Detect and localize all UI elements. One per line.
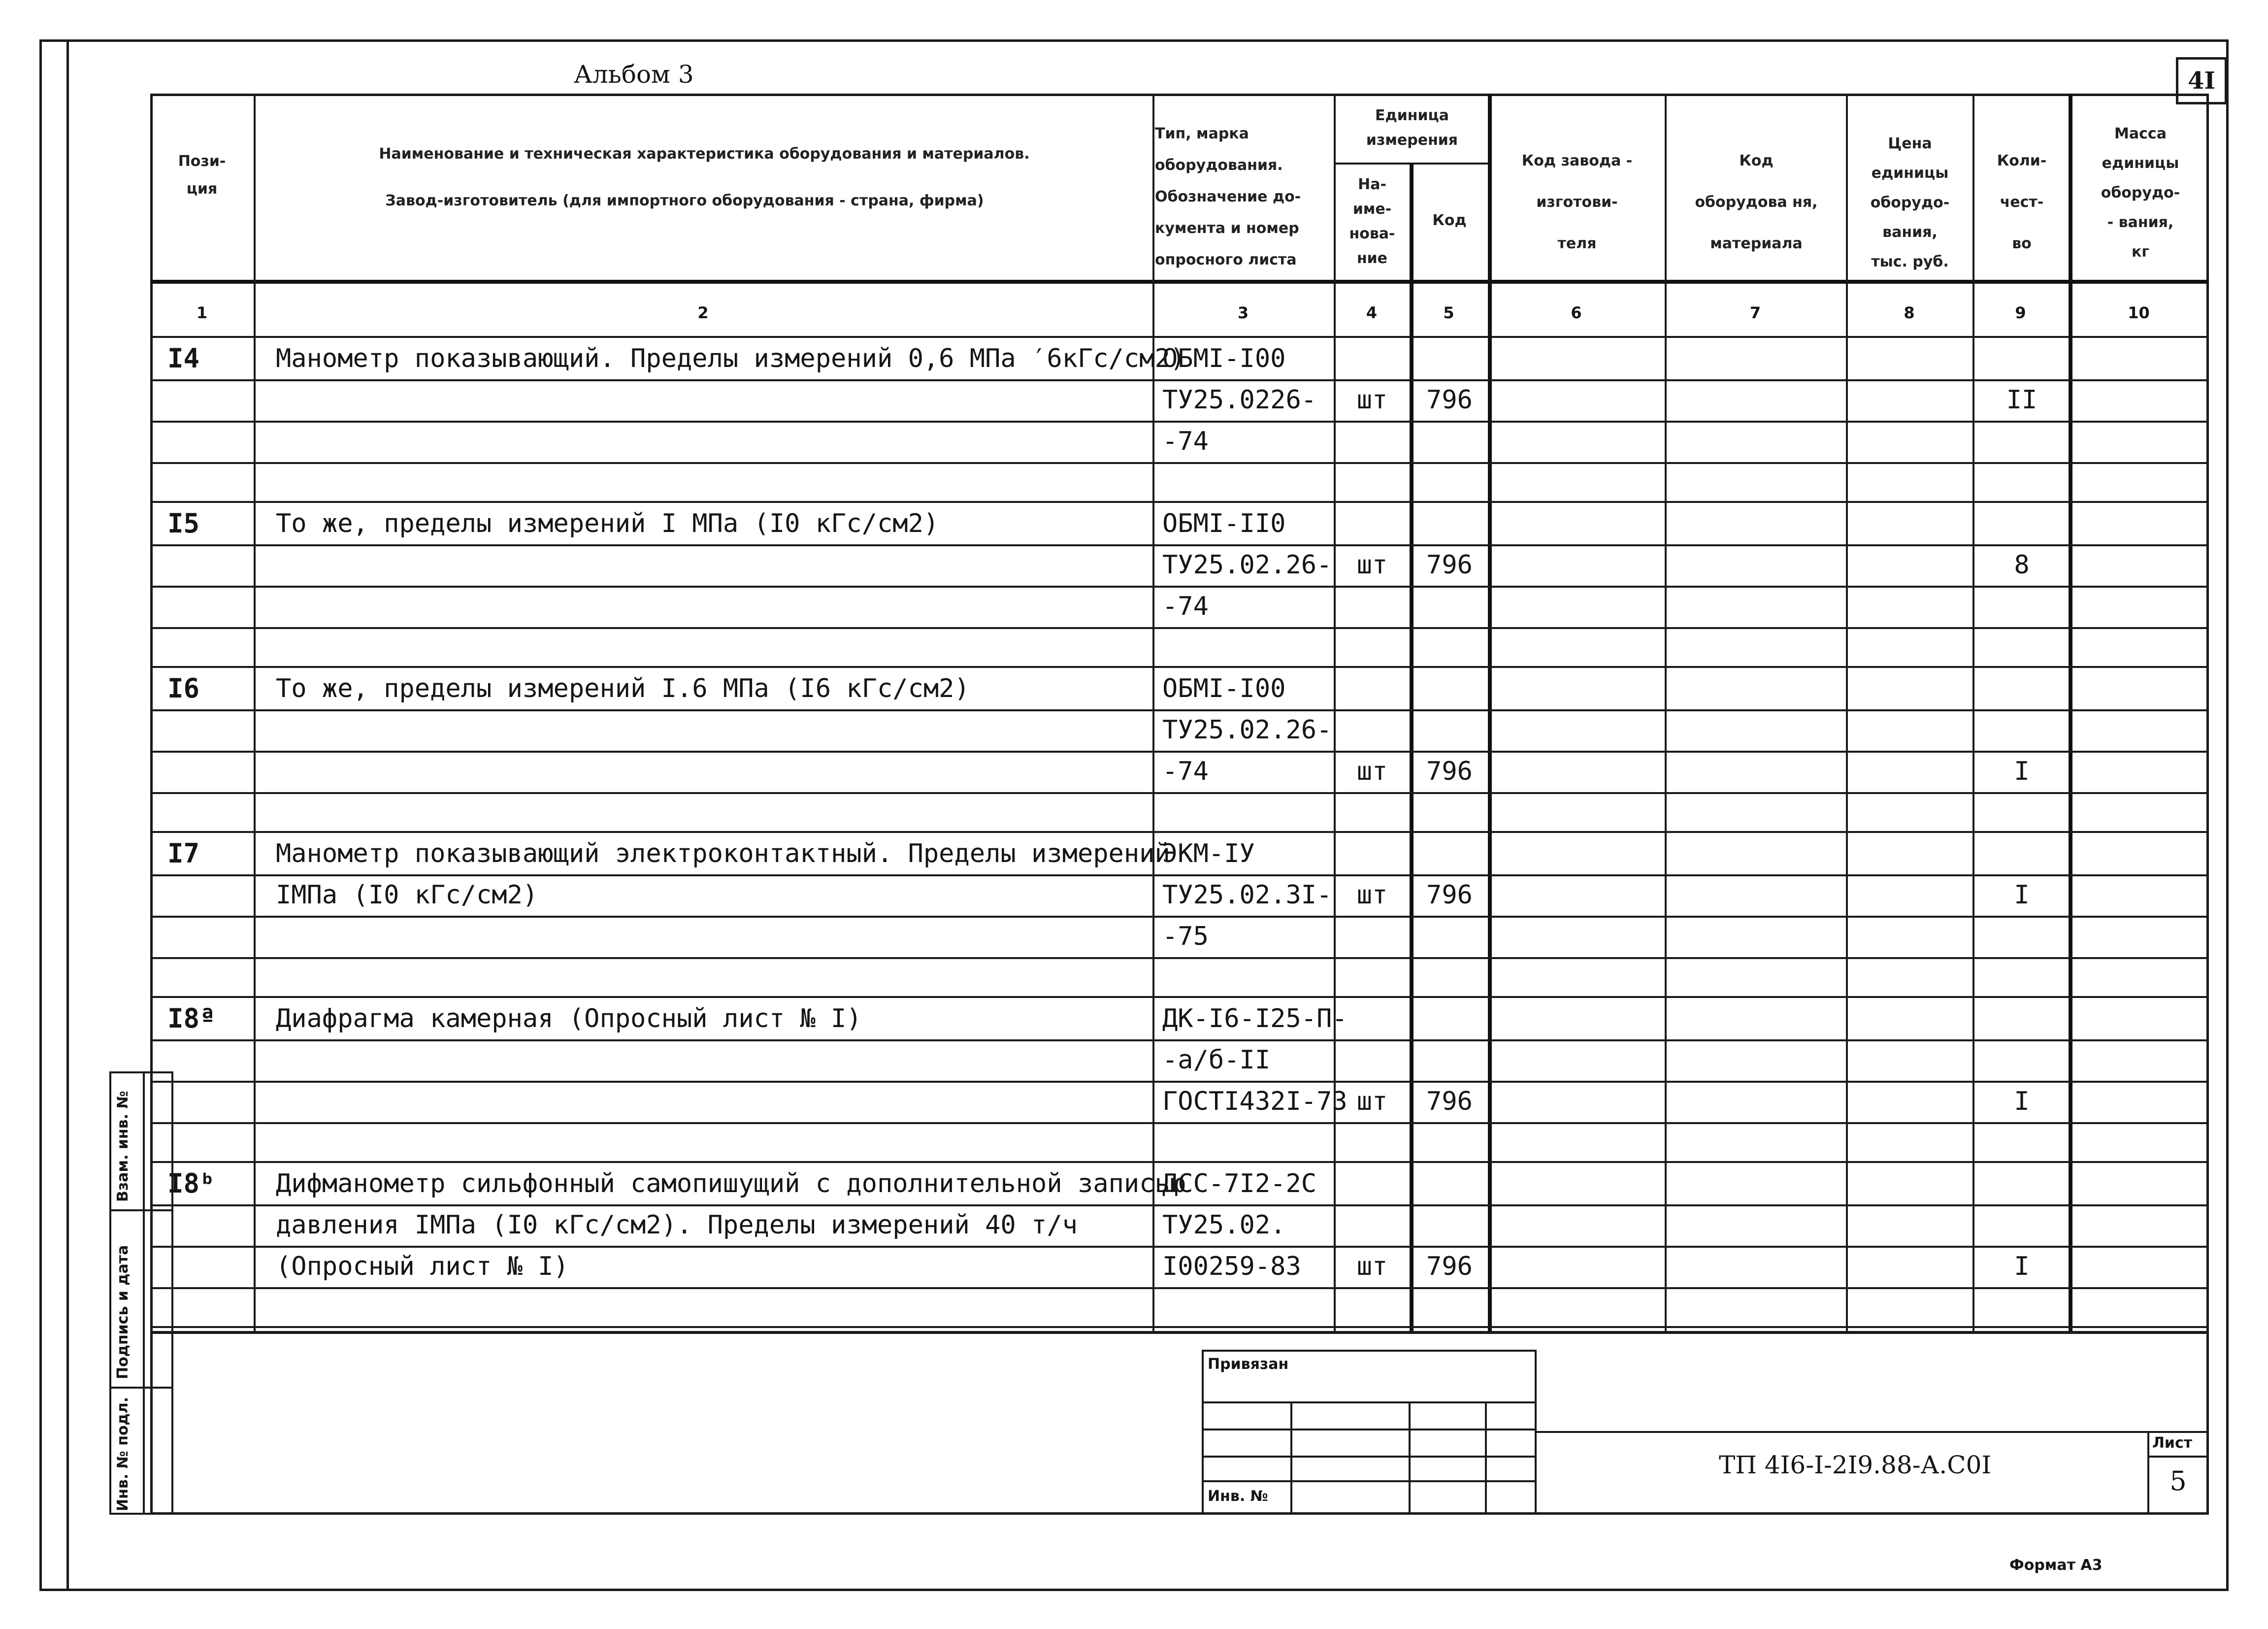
- position-number: I7: [167, 838, 200, 869]
- header-factory-code: Код завода - изготови- теля: [1521, 152, 1633, 252]
- row-separator: [150, 957, 2209, 959]
- item-unit: шт: [1356, 757, 1388, 786]
- colnum-4: 4: [1366, 303, 1378, 322]
- colnum-7: 7: [1749, 303, 1761, 322]
- col-divider-8: [1972, 94, 1974, 1331]
- item-unit: шт: [1356, 1252, 1388, 1281]
- privyazan-vline-1: [1290, 1401, 1292, 1515]
- stamp-top-line: [150, 1331, 2209, 1334]
- inv-no-label: Инв. №: [1208, 1488, 1268, 1505]
- item-unit: шт: [1356, 550, 1388, 580]
- item-type: ГОСТI432I-73: [1162, 1087, 1348, 1116]
- header-type: Тип, марка оборудования. Обозначение до- кумента и номер опросного листа: [1155, 125, 1301, 268]
- position-number: I4: [167, 343, 200, 374]
- privyazan-vline-2: [1409, 1401, 1411, 1515]
- col-divider-5: [1488, 94, 1492, 1331]
- header-name-line2: Завод-изготовитель (для импортного оборудования - страна, фирма): [385, 192, 984, 209]
- colnum-5: 5: [1443, 303, 1454, 322]
- item-quantity: 8: [2014, 550, 2030, 580]
- colnum-3: 3: [1237, 303, 1249, 322]
- item-name: Диафрагма камерная (Опросный лист № I): [276, 1004, 862, 1033]
- header-equipment-code: Код оборудова ня, материала: [1695, 152, 1818, 252]
- colnum-1: 1: [196, 303, 208, 322]
- outer-frame-left-margin: [66, 39, 69, 1591]
- header-unit-group: Единица измерения: [1366, 107, 1458, 149]
- item-type: ТУ25.02.: [1162, 1210, 1286, 1240]
- colnum-9: 9: [2015, 303, 2026, 322]
- list-label: Лист: [2152, 1434, 2193, 1452]
- block-separator: [150, 1326, 2209, 1328]
- item-type: ОБМI-I00: [1162, 674, 1286, 703]
- header-position: Пози- ция: [178, 153, 226, 198]
- item-name: Манометр показывающий. Пределы измерений 0,6 МПа ′6кГс/см2): [276, 344, 1186, 373]
- col-divider-9: [2069, 94, 2072, 1331]
- item-name: (Опросный лист № I): [276, 1252, 569, 1281]
- album-title: Альбом 3: [574, 60, 694, 89]
- col-divider-4: [1410, 163, 1413, 1331]
- row-separator: [150, 792, 2209, 794]
- item-unit: шт: [1356, 1087, 1388, 1116]
- document-code: ТП 4I6-I-2I9.88-А.С0I: [1719, 1451, 1992, 1479]
- item-unit-code: 796: [1426, 1252, 1473, 1281]
- position-number: I8ᵇ: [167, 1168, 216, 1199]
- list-box-divider: [2147, 1456, 2209, 1458]
- header-bottom-line: [150, 280, 2209, 284]
- header-unit-code: Код: [1432, 212, 1467, 229]
- item-quantity: II: [2006, 385, 2038, 415]
- side-stamp-line-2: [109, 1387, 173, 1389]
- position-number: I8ª: [167, 1003, 216, 1034]
- item-type: -а/б-II: [1162, 1045, 1271, 1075]
- item-type: -74: [1162, 427, 1209, 456]
- item-quantity: I: [2014, 1087, 2030, 1116]
- item-type: ТУ25.0226-: [1162, 385, 1317, 415]
- item-unit: шт: [1356, 385, 1388, 415]
- col-divider-3: [1334, 94, 1336, 1331]
- header-mass: Масса единицы оборудо- - вания, кг: [2101, 125, 2180, 261]
- item-type: ЭКМ-IУ: [1162, 839, 1255, 868]
- item-type: -74: [1162, 757, 1209, 786]
- item-unit-code: 796: [1426, 1087, 1473, 1116]
- list-number: 5: [2169, 1465, 2187, 1496]
- item-name: давления IМПа (I0 кГс/см2). Пределы измерений 40 т/ч: [276, 1210, 1078, 1240]
- item-name: Манометр показывающий электроконтактный. Пределы измерений: [276, 839, 1170, 868]
- position-number: I5: [167, 508, 200, 539]
- colnum-10: 10: [2128, 303, 2150, 322]
- title-block-top-line: [1537, 1431, 2209, 1433]
- colnum-2: 2: [697, 303, 709, 322]
- col-divider-2: [1152, 94, 1154, 1331]
- side-label-inv-podl: Инв. № подл.: [114, 1396, 131, 1511]
- item-type: ТУ25.02.26-: [1162, 550, 1332, 580]
- item-type: ДК-I6-I25-П-: [1162, 1004, 1348, 1033]
- sheet-corner-number: 4I: [2188, 67, 2215, 95]
- header-unit-name: На- име- нова- ние: [1349, 176, 1395, 267]
- format-label: Формат А3: [2009, 1557, 2103, 1574]
- col-divider-1: [254, 94, 256, 1331]
- header-name-line1: Наименование и техническая характеристика оборудования и материалов.: [379, 145, 1030, 163]
- side-label-podpis: Подпись и дата: [114, 1245, 131, 1379]
- item-unit-code: 796: [1426, 880, 1473, 910]
- item-quantity: I: [2014, 1252, 2030, 1281]
- item-quantity: I: [2014, 757, 2030, 786]
- item-type: ТУ25.02.26-: [1162, 715, 1332, 745]
- side-stamp-divider: [143, 1071, 145, 1515]
- item-unit-code: 796: [1426, 757, 1473, 786]
- colnum-8: 8: [1904, 303, 1915, 322]
- privyazan-label: Привязан: [1208, 1356, 1289, 1373]
- item-type: ОБМI-II0: [1162, 509, 1286, 538]
- col-divider-6: [1665, 94, 1667, 1331]
- item-type: I00259-83: [1162, 1252, 1301, 1281]
- row-separator: [150, 1287, 2209, 1289]
- header-price: Цена единицы оборудо- вания, тыс. руб.: [1870, 135, 1950, 270]
- item-type: ДСС-7I2-2С: [1162, 1169, 1317, 1198]
- side-stamp-line-1: [109, 1209, 173, 1211]
- item-name: IМПа (I0 кГс/см2): [276, 880, 538, 910]
- item-name: То же, пределы измерений I.6 МПа (I6 кГс/см2): [276, 674, 970, 703]
- item-name: Дифманометр сильфонный самопишущий с дополнительной записью: [276, 1169, 1186, 1198]
- colnum-6: 6: [1571, 303, 1582, 322]
- item-type: ТУ25.02.3I-: [1162, 880, 1332, 910]
- item-unit-code: 796: [1426, 550, 1473, 580]
- item-type: -75: [1162, 922, 1209, 951]
- item-type: -74: [1162, 592, 1209, 621]
- item-unit-code: 796: [1426, 385, 1473, 415]
- privyazan-vline-3: [1485, 1401, 1487, 1515]
- col-divider-7: [1846, 94, 1848, 1331]
- row-separator: [150, 1122, 2209, 1124]
- side-label-vzam: Взам. инв. №: [114, 1091, 131, 1202]
- row-separator: [150, 462, 2209, 464]
- item-quantity: I: [2014, 880, 2030, 910]
- item-type: ОБМI-I00: [1162, 344, 1286, 373]
- item-unit: шт: [1356, 880, 1388, 910]
- position-number: I6: [167, 673, 200, 704]
- row-separator: [150, 627, 2209, 629]
- header-quantity: Коли- чест- во: [1997, 152, 2047, 252]
- item-name: То же, пределы измерений I МПа (I0 кГс/см2): [276, 509, 939, 538]
